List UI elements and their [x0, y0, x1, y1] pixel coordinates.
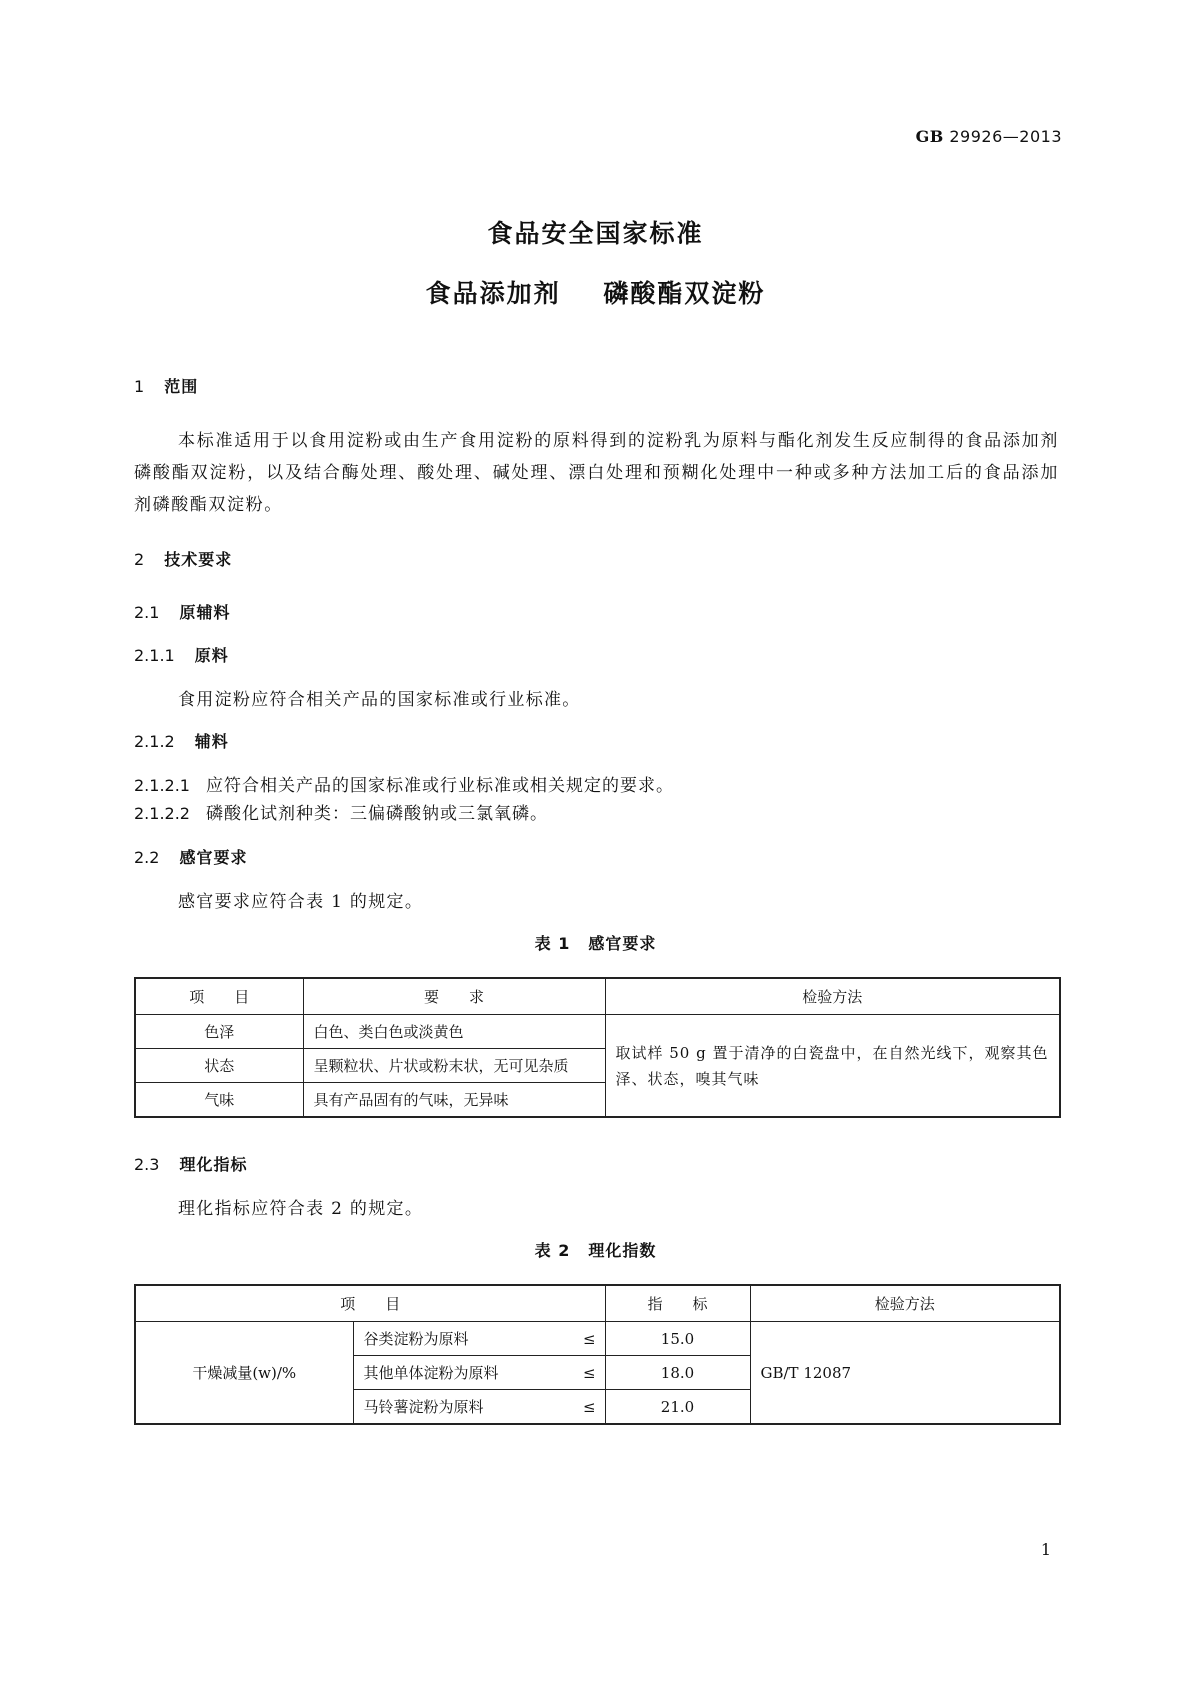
row-requirement: 具有产品固有的气味，无异味 — [303, 1083, 605, 1118]
section-title: 原料 — [194, 646, 229, 665]
section-title: 技术要求 — [164, 550, 233, 569]
sub-title: 食品添加剂 磷酸酯双淀粉 — [425, 279, 766, 308]
table-1-sensory — [134, 977, 1061, 1118]
clause-2-1-2-2 — [134, 799, 548, 824]
table-header-item: 项 目 — [135, 978, 303, 1015]
section-2-2-paragraph: 感官要求应符合表 1 的规定。 — [178, 892, 424, 912]
row-item: 色泽 — [135, 1015, 303, 1049]
row-value: 18.0 — [605, 1356, 750, 1390]
test-method: 取试样 50 g 置于清净的白瓷盘中，在自然光线下，观察其色泽、状态，嗅其气味 — [605, 1015, 1060, 1118]
test-method: GB/T 12087 — [750, 1322, 1060, 1425]
section-title: 理化指标 — [179, 1155, 248, 1174]
section-number: 2.1.1 — [134, 646, 175, 665]
section-number: 1 — [134, 377, 145, 396]
section-number: 2.3 — [134, 1155, 160, 1174]
row-subitem: 马铃薯淀粉为原料 — [353, 1390, 573, 1425]
caption-number: 表 2 — [534, 1241, 571, 1260]
table-header-row — [135, 978, 1060, 1015]
section-2-3-heading — [134, 1152, 247, 1175]
less-equal-sign: ≤ — [573, 1322, 605, 1356]
row-requirement: 白色、类白色或淡黄色 — [303, 1015, 605, 1049]
row-subitem: 其他单体淀粉为原料 — [353, 1356, 573, 1390]
row-value: 15.0 — [605, 1322, 750, 1356]
table-header-method: 检验方法 — [750, 1285, 1060, 1322]
row-requirement: 呈颗粒状、片状或粉末状，无可见杂质 — [303, 1049, 605, 1083]
less-equal-sign: ≤ — [573, 1390, 605, 1425]
clause-2-1-2-1 — [134, 771, 674, 796]
caption-text: 感官要求 — [588, 934, 657, 953]
table-row — [135, 1322, 1060, 1356]
section-2-1-2-heading — [134, 729, 229, 752]
section-2-2-heading — [134, 845, 247, 868]
standard-prefix: GB — [915, 127, 944, 146]
section-number: 2.2 — [134, 848, 160, 867]
section-title: 辅料 — [194, 732, 229, 751]
row-item: 状态 — [135, 1049, 303, 1083]
row-subitem: 谷类淀粉为原料 — [353, 1322, 573, 1356]
caption-text: 理化指数 — [588, 1241, 657, 1260]
table-header-index: 指 标 — [605, 1285, 750, 1322]
section-number: 2 — [134, 550, 145, 569]
main-title: 食品安全国家标准 — [487, 219, 704, 248]
section-1-paragraph: 本标准适用于以食用淀粉或由生产食用淀粉的原料得到的淀粉乳为原料与酯化剂发生反应制得的食品添加剂磷酸酯双淀粉，以及结合酶处理、酸处理、碱处理、漂白处理和预糊化处理中一种或多种方法加工后的食品添加剂磷酸酯双淀粉。 — [134, 431, 1059, 515]
section-number: 2.1 — [134, 603, 160, 622]
clause-text: 应符合相关产品的国家标准或行业标准或相关规定的要求。 — [205, 776, 674, 796]
section-title: 范围 — [164, 377, 199, 396]
standard-code: 29926—2013 — [949, 127, 1062, 146]
section-2-heading — [134, 547, 232, 570]
section-2-1-1-paragraph: 食用淀粉应符合相关产品的国家标准或行业标准。 — [178, 690, 581, 710]
table-2-physicochemical — [134, 1284, 1061, 1425]
section-2-1-1-heading — [134, 643, 229, 666]
table-1-caption — [0, 931, 1191, 954]
table-header-method: 检验方法 — [605, 978, 1060, 1015]
table-2-caption — [0, 1238, 1191, 1261]
clause-number: 2.1.2.1 — [134, 776, 190, 795]
page-number: 1 — [1040, 1540, 1051, 1559]
table-header-requirement: 要 求 — [303, 978, 605, 1015]
section-number: 2.1.2 — [134, 732, 175, 751]
table-header-item: 项 目 — [135, 1285, 605, 1322]
table-row — [135, 1015, 1060, 1049]
section-2-1-heading — [134, 600, 230, 623]
section-title: 感官要求 — [179, 848, 248, 867]
row-item: 干燥减量(w)/% — [135, 1322, 353, 1425]
section-1-heading — [134, 374, 198, 397]
standard-number — [916, 127, 1062, 146]
section-2-3-paragraph: 理化指标应符合表 2 的规定。 — [178, 1199, 424, 1219]
clause-text: 磷酸化试剂种类：三偏磷酸钠或三氯氧磷。 — [205, 804, 548, 824]
row-item: 气味 — [135, 1083, 303, 1118]
less-equal-sign: ≤ — [573, 1356, 605, 1390]
table-header-row — [135, 1285, 1060, 1322]
row-value: 21.0 — [605, 1390, 750, 1425]
caption-number: 表 1 — [534, 934, 571, 953]
clause-number: 2.1.2.2 — [134, 804, 190, 823]
section-title: 原辅料 — [179, 603, 231, 622]
